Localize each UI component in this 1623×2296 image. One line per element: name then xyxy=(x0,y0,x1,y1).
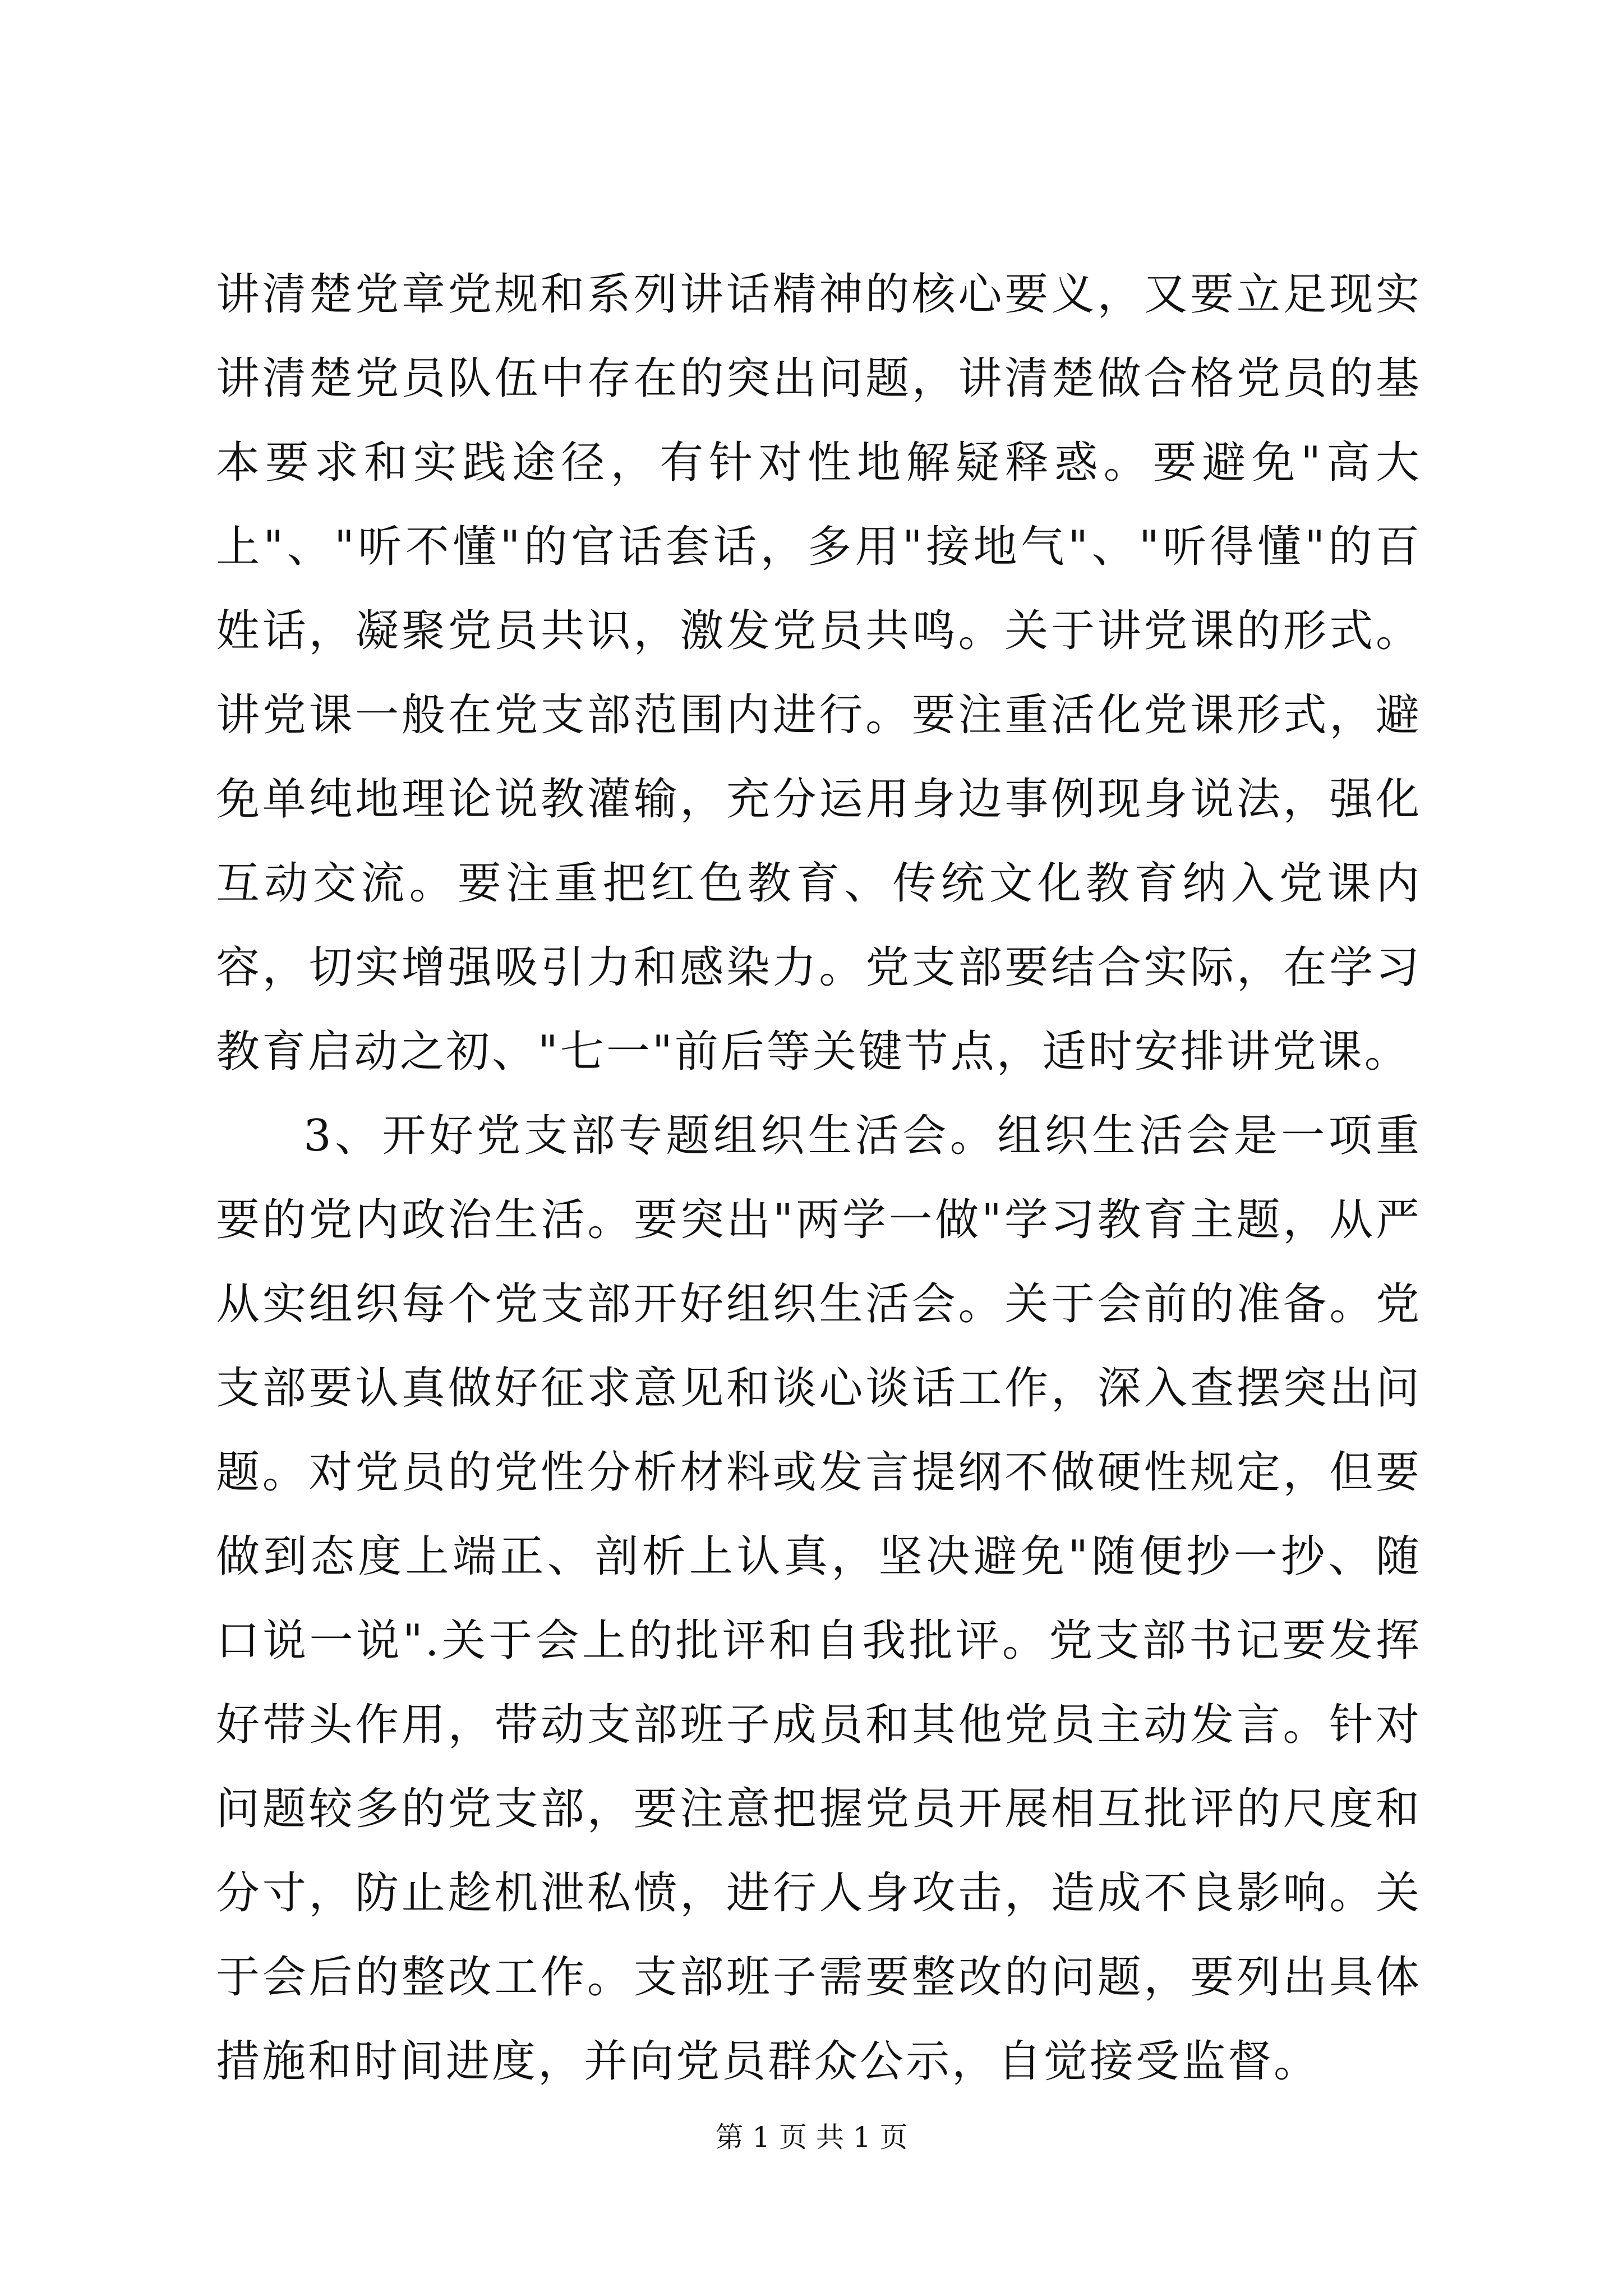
paragraph-1: 讲清楚党章党规和系列讲话精神的核心要义，又要立足现实讲清楚党员队伍中存在的突出问题，讲清楚做合格党员的基本要求和实践途径，有针对性地解疑释惑。要避免"高大上"、"听不懂"的官话套话，多用"接地气"、"听得懂"的百姓话，凝聚党员共识，激发党员共鸣。关于讲党课的形式。讲党课一般在党支部范围内进行。要注重活化党课形式，避免单纯地理论说教灌输，充分运用身边事例现身说法，强化互动交流。要注重把红色教育、传统文化教育纳入党课内容，切实增强吸引力和感染力。党支部要结合实际，在学习教育启动之初、"七一"前后等关键节点，适时安排讲党课。 xyxy=(216,269,1422,1077)
page-footer: 第 1 页 共 1 页 xyxy=(715,2121,908,2154)
document-body xyxy=(216,252,1422,2104)
paragraph-2: 3、开好党支部专题组织生活会。组织生活会是一项重要的党内政治生活。要突出"两学一做"学习教育主题，从严从实组织每个党支部开好组织生活会。关于会前的准备。党支部要认真做好征求意见和谈心谈话工作，深入查摆突出问题。对党员的党性分析材料或发言提纲不做硬性规定，但要做到态度上端正、剖析上认真，坚决避免"随便抄一抄、随口说一说".关于会上的批评和自我批评。党支部书记要发挥好带头作用，带动支部班子成员和其他党员主动发言。针对问题较多的党支部，要注意把握党员开展相互批评的尺度和分寸，防止趁机泄私愤，进行人身攻击，造成不良影响。关于会后的整改工作。支部班子需要整改的问题，要列出具体措施和时间进度，并向党员群众公示，自觉接受监督。 xyxy=(216,1111,1422,2087)
